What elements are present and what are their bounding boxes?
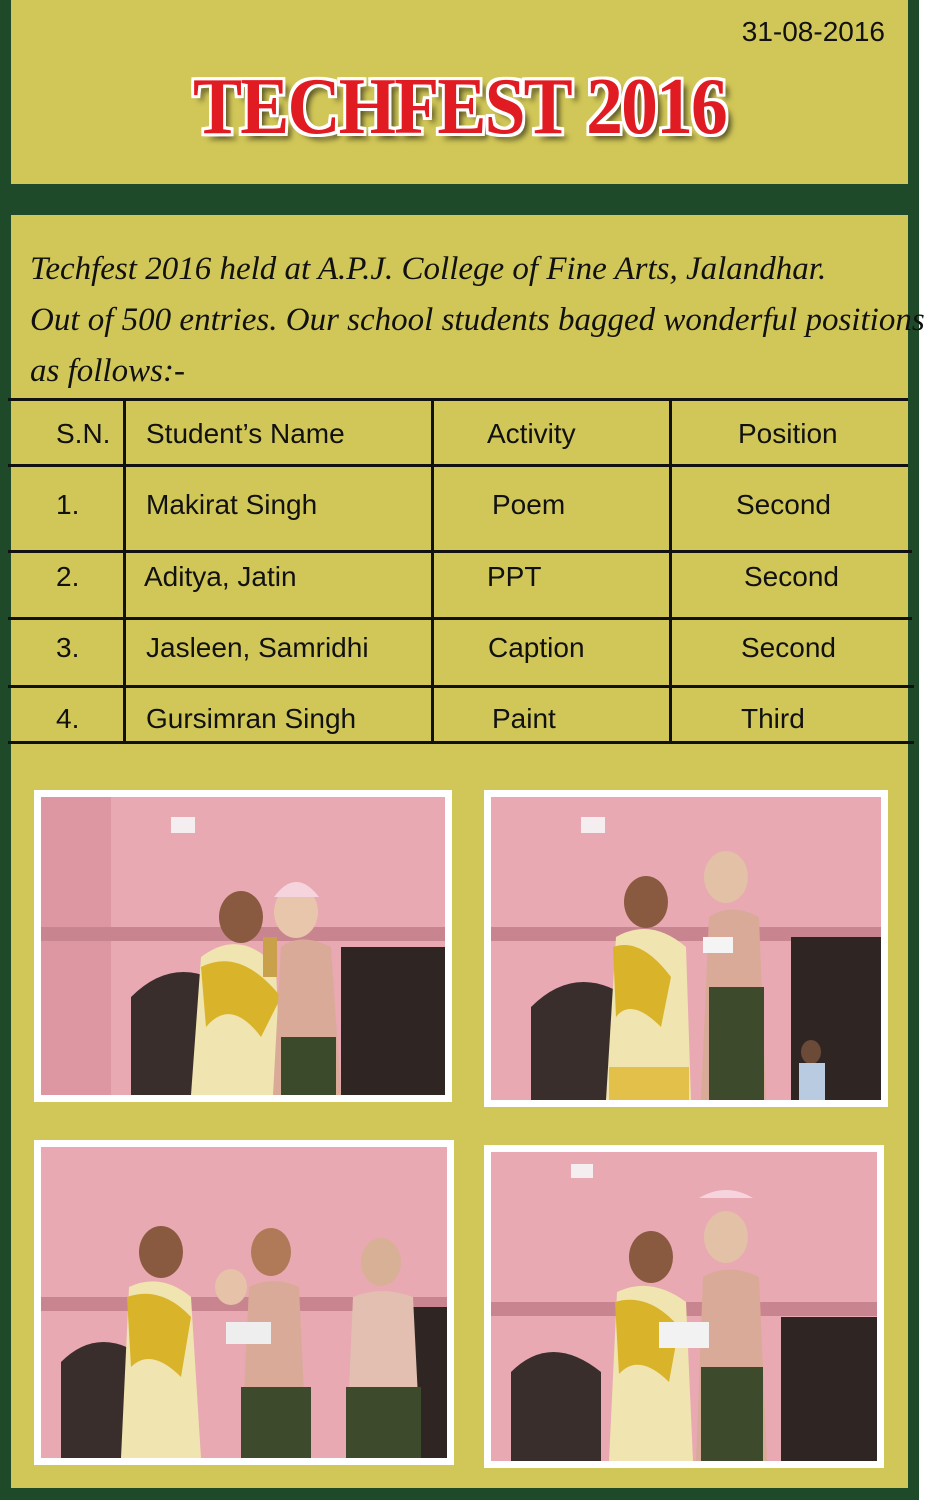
table-divider — [669, 398, 672, 741]
intro-line: Techfest 2016 held at A.P.J. College of Fine Arts, Jalandhar. — [30, 251, 827, 287]
table-cell: Poem — [492, 489, 566, 520]
table-cell: Second — [741, 632, 836, 663]
table-cell: Gursimran Singh — [146, 703, 357, 734]
table-rule — [8, 741, 914, 744]
table-cell: Caption — [488, 632, 585, 663]
event-photo — [34, 1140, 454, 1465]
table-rule — [8, 464, 908, 467]
table-rule — [8, 550, 912, 553]
table-cell: Third — [741, 703, 805, 734]
table-cell: 3. — [56, 632, 80, 663]
event-photo — [484, 1145, 884, 1468]
page-title: TECHFEST 2016 — [192, 63, 726, 151]
intro-line: as follows:- — [30, 353, 185, 389]
table-rule — [8, 617, 912, 620]
table-cell: Makirat Singh — [146, 489, 318, 520]
table-rule — [8, 685, 914, 688]
header-position: Position — [738, 418, 838, 449]
table-cell: 4. — [56, 703, 80, 734]
table-rule — [8, 398, 908, 401]
table-cell: 1. — [56, 489, 80, 520]
event-photo — [484, 790, 888, 1107]
table-cell: 2. — [56, 561, 80, 592]
table-cell: Second — [744, 561, 839, 592]
table-cell: Second — [736, 489, 831, 520]
event-photo — [34, 790, 452, 1102]
intro-line: Out of 500 entries. Our school students bagged wonderful positions — [30, 302, 925, 338]
table-cell: Paint — [492, 703, 556, 734]
intro-text — [30, 244, 925, 397]
table-divider — [431, 398, 434, 741]
table-cell: Jasleen, Samridhi — [146, 632, 369, 663]
header-activity: Activity — [487, 418, 576, 449]
table-cell: Aditya, Jatin — [144, 561, 297, 592]
header-name: Student’s Name — [146, 418, 345, 449]
table-cell: PPT — [487, 561, 542, 592]
table-divider — [123, 398, 126, 741]
header-sn: S.N. — [56, 418, 111, 449]
date-label: 31-08-2016 — [741, 16, 885, 47]
